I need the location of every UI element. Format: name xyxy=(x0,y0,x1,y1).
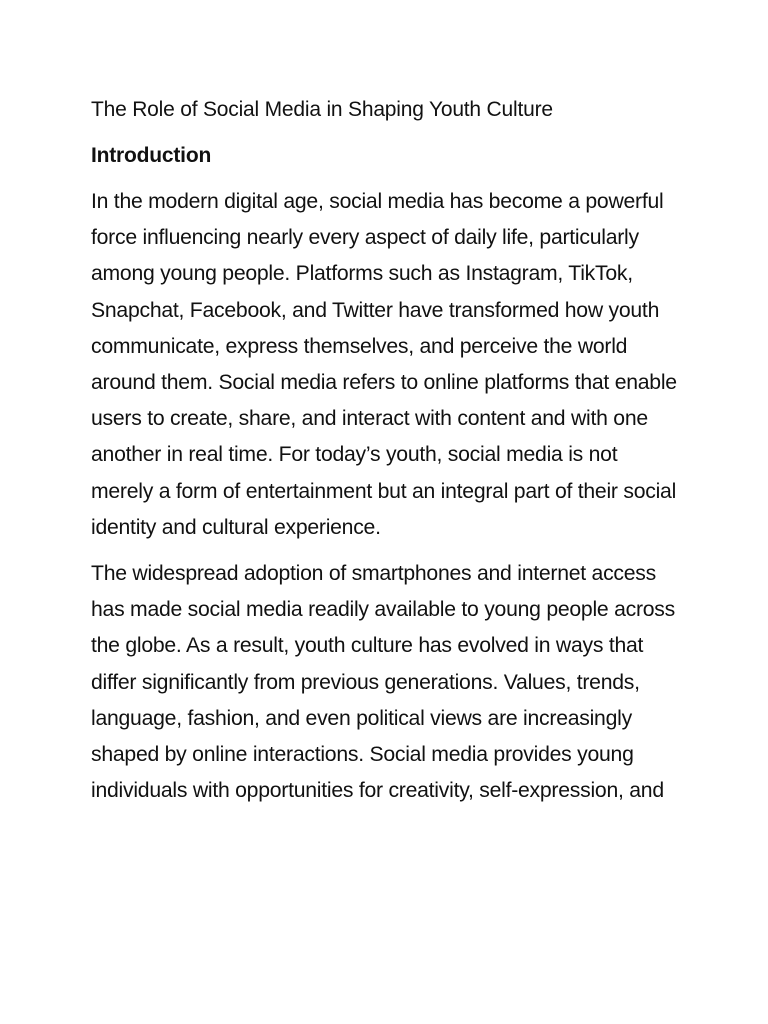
document-title: The Role of Social Media in Shaping Youth Culture xyxy=(91,98,553,121)
section-heading-introduction: Introduction xyxy=(91,144,212,167)
document-body xyxy=(91,94,681,819)
paragraph-1: In the modern digital age, social media has become a powerful force influencing nearly every aspect of daily life, particularly among young people. Platforms such as Instagram, TikTok, Snapchat, Facebook, and Twitter have transformed how youth communicate, express themselves, and perceive the world around them. Social media refers to online platforms that enable users to create, share, and interact with content and with one another in real time. For today’s youth, social media is not merely a form of entertainment but an integral part of their social identity and cultural experience. xyxy=(91,190,677,539)
paragraph-2: The widespread adoption of smartphones and internet access has made social media readily available to young people across the globe. As a result, youth culture has evolved in ways that differ significantly from previous generations. Values, trends, language, fashion, and even political views are increasingly shaped by online interactions. Social media provides young individuals with opportunities for creativity, self-expression, and xyxy=(91,562,675,803)
